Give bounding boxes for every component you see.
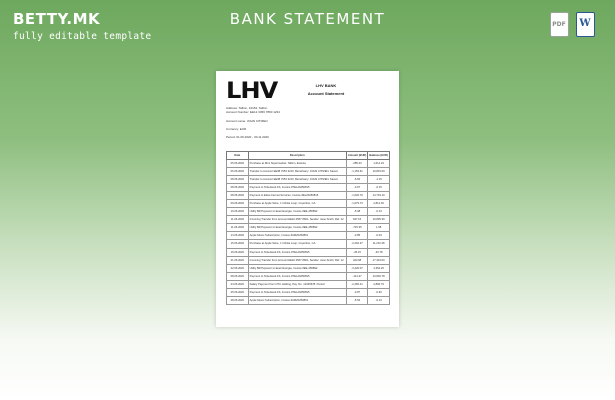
cell-description: Apple Music Subscription, Invoice #AM20250801 [248, 232, 346, 240]
transactions-body [227, 160, 390, 305]
cell-amount: -1,079.73 [346, 200, 367, 208]
table-row [227, 288, 390, 296]
account-name: Account name: JOHN CITIZEN [226, 119, 268, 123]
table-row [227, 192, 390, 200]
cell-description: Apple Music Subscription, Invoice #AM20250801 [248, 296, 346, 304]
word-icon-label: W [579, 18, 591, 29]
table-row [227, 224, 390, 232]
cell-date: 08.06.2020 [227, 192, 249, 200]
cell-balance: -1.15 [368, 176, 390, 184]
cell-balance: 10,835.30 [368, 216, 390, 224]
page-title: BANK STATEMENT [229, 10, 386, 28]
cell-date: 08.06.2020 [227, 184, 249, 192]
cell-date: 09.06.2020 [227, 200, 249, 208]
cell-balance: -33.78 [368, 248, 390, 256]
table-row [227, 232, 390, 240]
table-row [227, 280, 390, 288]
cell-description: Payment to Telia Eesti AS, Invoice #TEL20250815 [248, 184, 346, 192]
table-row [227, 208, 390, 216]
table-row [227, 160, 390, 168]
bank-logo: LHV [226, 79, 278, 104]
cell-amount: -3.87 [346, 288, 367, 296]
cell-date: 10.06.2020 [227, 208, 249, 216]
cell-amount: -2,294.37 [346, 240, 367, 248]
cell-balance: -0.03 [368, 232, 390, 240]
table-row [227, 264, 390, 272]
statement-preview [216, 71, 399, 327]
cell-amount: 422.68 [346, 256, 367, 264]
table-row [227, 168, 390, 176]
cell-amount: 637.16 [346, 216, 367, 224]
table-row [227, 240, 390, 248]
table-row [227, 248, 390, 256]
account-number: Account Number: EE12 3456 7890 1234 [226, 110, 280, 114]
cell-amount: -5.52 [346, 296, 367, 304]
cell-description: Utility Bill Payment to Eesti Energia, Invoice #EE-456892 [248, 208, 346, 216]
cell-date: 28.06.2020 [227, 296, 249, 304]
cell-amount: -1,153.61 [346, 168, 367, 176]
cell-amount: -141.37 [346, 272, 367, 280]
cell-amount: -3.67 [346, 184, 367, 192]
address: Address: Tallinn, 10152, Tallinn [226, 106, 268, 110]
column-header: Date [227, 152, 249, 160]
cell-description: Payment to Elisa Internet Services, Invoice #EL20250815 [248, 192, 346, 200]
bank-name: LHV BANK [315, 83, 337, 88]
cell-balance: 17,324.00 [368, 256, 390, 264]
cell-amount: -5.84 [346, 176, 367, 184]
cell-description: Payment to Telia Eesti AS, Invoice #TEL20250815 [248, 288, 346, 296]
cell-amount: -5.38 [346, 208, 367, 216]
cell-balance: 14,734.10 [368, 192, 390, 200]
cell-date: 11.06.2020 [227, 224, 249, 232]
pdf-icon-label: PDF [552, 21, 566, 28]
table-row [227, 256, 390, 264]
cell-balance: 4,352.26 [368, 264, 390, 272]
statement-title: Account Statement [307, 91, 345, 96]
column-header: Balance (EUR) [368, 152, 390, 160]
cell-balance: 10,801.09 [368, 168, 390, 176]
tagline: fully editable template [13, 31, 152, 42]
cell-amount: -285.23 [346, 160, 367, 168]
transactions-table [226, 151, 390, 305]
table-row [227, 272, 390, 280]
cell-description: Salary Payment from NTC Holding, Pay. No. 12345678, Period [248, 280, 346, 288]
cell-description: Incoming Transfer from Account EE22 4567 8901, Sender: Jane Smith, Ref: 12 [248, 256, 346, 264]
table-row [227, 176, 390, 184]
cell-amount: -3,426.07 [346, 264, 367, 272]
cell-description: Incoming Transfer from Account EE22 4567 8901, Sender: Jane Smith, Ref: 12 [248, 216, 346, 224]
cell-balance: -0.13 [368, 296, 390, 304]
cell-description: Transfer to Account EE98 7654 3210, Beneficiary: JOHN CITIZEN, Saved [248, 168, 346, 176]
cell-balance: -0.15 [368, 184, 390, 192]
cell-date: 08.06.2020 [227, 272, 249, 280]
cell-balance: 2,814.46 [368, 200, 390, 208]
cell-balance: 1,614.23 [368, 160, 390, 168]
cell-amount: -3.85 [346, 232, 367, 240]
currency: Currency: EUR [226, 127, 247, 131]
brand-logo: BETTY.MK [13, 10, 101, 28]
cell-description: Transfer to Account EE98 7654 3210, Beneficiary: JOHN CITIZEN, Saved [248, 176, 346, 184]
cell-balance: 1.68 [368, 224, 390, 232]
cell-date: 21.06.2020 [227, 256, 249, 264]
cell-date: 11.06.2020 [227, 216, 249, 224]
column-header: Description [248, 152, 346, 160]
cell-date: 25.06.2020 [227, 288, 249, 296]
cell-description: Payment to Telia Eesti AS, Invoice #TEL20250815 [248, 248, 346, 256]
cell-description: Purchase at Apple Store, 1 Infinite Loop, Cupertino, CA [248, 200, 346, 208]
cell-date: 05.06.2020 [227, 160, 249, 168]
cell-date: 08.06.2020 [227, 176, 249, 184]
table-row [227, 184, 390, 192]
pdf-icon[interactable] [550, 12, 569, 37]
cell-date: 16.06.2020 [227, 248, 249, 256]
cell-amount: -2,465.41 [346, 280, 367, 288]
cell-date: 15.06.2020 [227, 240, 249, 248]
table-row [227, 296, 390, 304]
table-row [227, 200, 390, 208]
cell-balance: -0.60 [368, 288, 390, 296]
table-header-row [227, 152, 390, 160]
cell-balance: 2,896.79 [368, 280, 390, 288]
column-header: Amount (EUR) [346, 152, 367, 160]
word-icon[interactable] [576, 12, 595, 37]
cell-date: 24.06.2020 [227, 280, 249, 288]
cell-description: Purchase at Apple Store, 1 Infinite Loop, Cupertino, CA [248, 240, 346, 248]
table-row [227, 216, 390, 224]
cell-balance: -0.13 [368, 208, 390, 216]
cell-description: Purchase at Rimi Supermarket, Tallinn, Estonia [248, 160, 346, 168]
cell-date: 06.06.2020 [227, 168, 249, 176]
cell-balance: 11,210.48 [368, 240, 390, 248]
cell-amount: -715.35 [346, 224, 367, 232]
cell-description: Payment to Telia Eesti AS, Invoice #TEL20250815 [248, 272, 346, 280]
cell-amount: -45.15 [346, 248, 367, 256]
cell-balance: 10,802.78 [368, 272, 390, 280]
period: Period: 01.06.2020 - 30.11.2020 [226, 135, 269, 139]
cell-date: 14.06.2020 [227, 232, 249, 240]
cell-description: Utility Bill Payment to Eesti Energia, Invoice #EE-456892 [248, 264, 346, 272]
cell-amount: -1,026.79 [346, 192, 367, 200]
cell-description: Utility Bill Payment to Eesti Energia, Invoice #EE-456892 [248, 224, 346, 232]
cell-date: 22.06.2020 [227, 264, 249, 272]
